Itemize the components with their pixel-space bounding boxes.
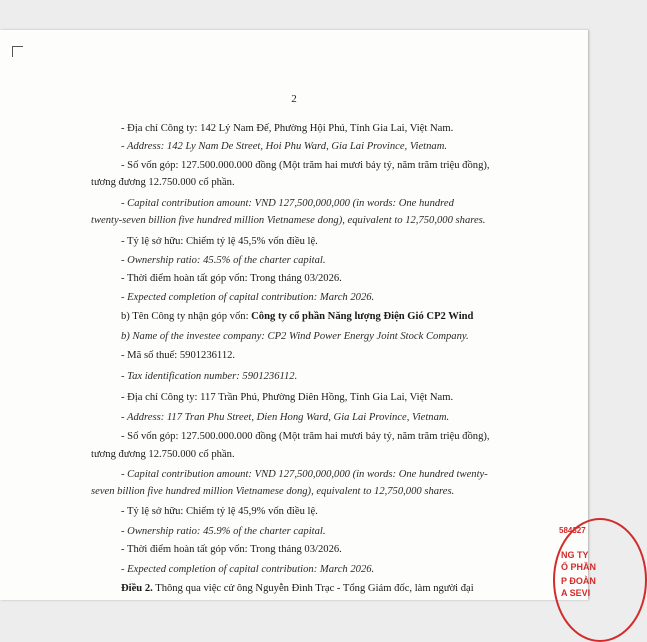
company-b-address-en: - Address: 117 Tran Phu Street, Dien Hong Ward, Gia Lai Province, Vietnam.: [121, 412, 450, 423]
company-b-name-label: b) Tên Công ty nhận góp vốn:: [121, 311, 252, 322]
company-a-completion-vi: - Thời điểm hoàn tất góp vốn: Trong tháng 03/2026.: [121, 273, 342, 284]
article-2-text: Thông qua việc cử ông Nguyễn Đình Trạc - Tổng Giám đốc, làm người đại: [152, 583, 474, 594]
company-a-capital-en-line2: twenty-seven billion five hundred million Vietnamese dong), equivalent to 12,750,000 shares.: [91, 215, 486, 226]
company-b-name-en: b) Name of the investee company: CP2 Wind Power Energy Joint Stock Company.: [121, 331, 469, 342]
seal-text-line: A SEVI: [561, 588, 591, 598]
company-seal-stamp: [553, 500, 613, 640]
company-b-completion-vi: - Thời điểm hoàn tất góp vốn: Trong tháng 03/2026.: [121, 544, 342, 555]
company-a-ownership-vi: - Tỷ lệ sở hữu: Chiếm tỷ lệ 45,5% vốn điều lệ.: [121, 236, 318, 247]
article-2-paragraph: [121, 583, 474, 594]
company-b-ownership-en: - Ownership ratio: 45.9% of the charter capital.: [121, 526, 326, 537]
company-b-capital-en-line2: seven billion five hundred million Vietnamese dong), equivalent to 12,750,000 shares.: [91, 486, 455, 497]
seal-text-line: 584327: [559, 526, 586, 535]
company-b-completion-en: - Expected completion of capital contribution: March 2026.: [121, 564, 375, 575]
company-a-ownership-en: - Ownership ratio: 45.5% of the charter capital.: [121, 255, 326, 266]
company-b-ownership-vi: - Tỷ lệ sở hữu: Chiếm tỷ lệ 45,9% vốn điều lệ.: [121, 506, 318, 517]
company-a-capital-vi-line2: tương đương 12.750.000 cổ phần.: [91, 177, 235, 188]
company-a-capital-en-line1: - Capital contribution amount: VND 127,500,000,000 (in words: One hundred: [121, 198, 454, 209]
company-b-tax-vi: - Mã số thuế: 5901236112.: [121, 350, 236, 361]
company-a-completion-en: - Expected completion of capital contribution: March 2026.: [121, 292, 375, 303]
company-b-capital-vi-line1: - Số vốn góp: 127.500.000.000 đồng (Một trăm hai mươi bảy tỷ, năm trăm triệu đồng),: [121, 431, 490, 442]
seal-text-line: NG TY: [561, 550, 589, 560]
company-b-capital-vi-line2: tương đương 12.750.000 cổ phần.: [91, 449, 235, 460]
company-b-tax-en: - Tax identification number: 5901236112.: [121, 371, 298, 382]
company-b-capital-en-line1: - Capital contribution amount: VND 127,500,000,000 (in words: One hundred twenty-: [121, 469, 488, 480]
company-a-capital-vi-line1: - Số vốn góp: 127.500.000.000 đồng (Một trăm hai mươi bảy tỷ, năm trăm triệu đồng),: [121, 160, 490, 171]
seal-text-line: Ổ PHẦN: [561, 562, 597, 572]
company-a-address-vi: - Địa chỉ Công ty: 142 Lý Nam Đế, Phường Hội Phú, Tỉnh Gia Lai, Việt Nam.: [121, 123, 454, 134]
company-a-address-en: - Address: 142 Ly Nam De Street, Hoi Phu Ward, Gia Lai Province, Vietnam.: [121, 141, 447, 152]
document-page: [0, 30, 597, 600]
company-b-name: Công ty cổ phần Năng lượng Điện Gió CP2 Wind: [251, 311, 474, 322]
seal-text-line: P ĐOÀN: [561, 576, 596, 586]
company-b-address-vi: - Địa chỉ Công ty: 117 Trần Phú, Phường Diên Hồng, Tỉnh Gia Lai, Việt Nam.: [121, 392, 454, 403]
article-2-label: Điều 2.: [121, 583, 153, 594]
crop-corner-mark: [12, 46, 23, 57]
page-number: 2: [291, 93, 297, 105]
company-b-name-vi: [121, 311, 473, 322]
